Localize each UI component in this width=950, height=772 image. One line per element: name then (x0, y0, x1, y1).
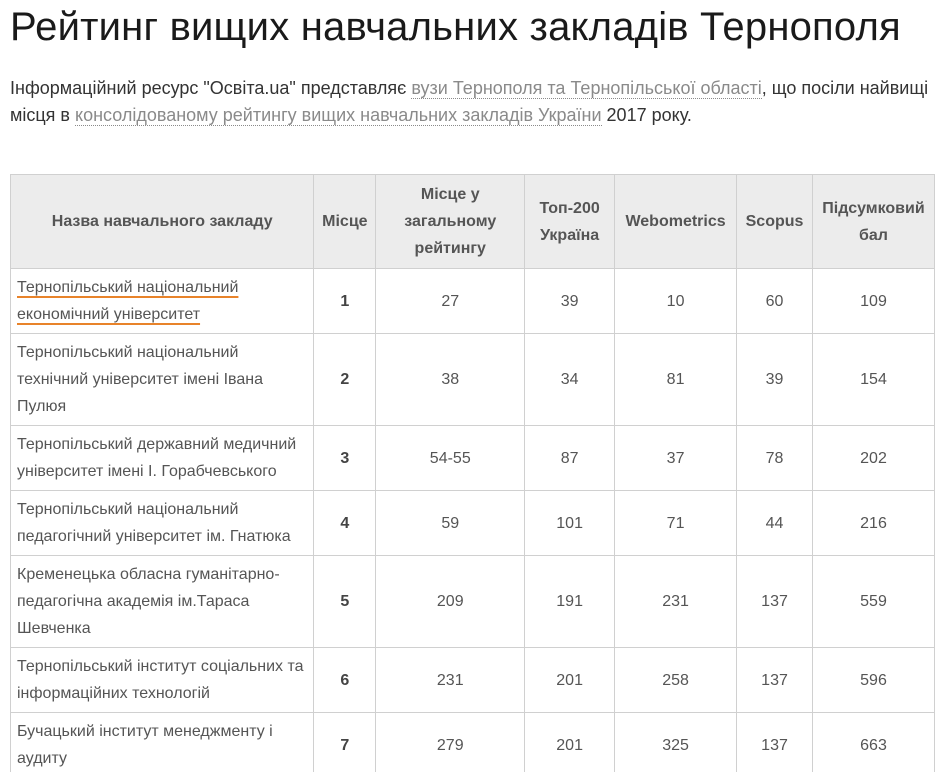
top200-cell: 34 (525, 334, 615, 426)
table-row (11, 648, 935, 713)
scopus-cell: 60 (737, 269, 813, 334)
place-cell: 6 (314, 648, 376, 713)
total-score-cell: 559 (813, 556, 935, 648)
table-row (11, 556, 935, 648)
overall-rank-cell: 279 (376, 713, 525, 772)
overall-rank-cell: 54-55 (376, 426, 525, 491)
total-score-cell: 216 (813, 491, 935, 556)
top200-cell: 201 (525, 713, 615, 772)
header-top200: Топ-200 Україна (525, 175, 615, 269)
webometrics-cell: 71 (615, 491, 737, 556)
university-name: Тернопільський інститут соціальних та інформаційних технологій (11, 648, 314, 713)
overall-rank-cell: 209 (376, 556, 525, 648)
university-name: Тернопільський національний педагогічний університет ім. Гнатюка (11, 491, 314, 556)
top200-cell: 87 (525, 426, 615, 491)
header-scopus: Scopus (737, 175, 813, 269)
scopus-cell: 137 (737, 713, 813, 772)
place-cell: 3 (314, 426, 376, 491)
overall-rank-cell: 27 (376, 269, 525, 334)
university-name: Бучацький інститут менеджменту і аудиту (11, 713, 314, 772)
total-score-cell: 154 (813, 334, 935, 426)
header-name: Назва навчального закладу (11, 175, 314, 269)
table-row (11, 334, 935, 426)
overall-rank-cell: 38 (376, 334, 525, 426)
webometrics-cell: 10 (615, 269, 737, 334)
top200-cell: 101 (525, 491, 615, 556)
scopus-cell: 39 (737, 334, 813, 426)
webometrics-cell: 325 (615, 713, 737, 772)
table-body (11, 269, 935, 772)
table-row (11, 713, 935, 772)
page-title: Рейтинг вищих навчальних закладів Тернополя (10, 5, 901, 49)
regional-universities-link[interactable]: вузи Тернополя та Тернопільської області (411, 78, 762, 98)
overall-rank-cell: 231 (376, 648, 525, 713)
intro-text-3: 2017 року. (601, 105, 692, 125)
scopus-cell: 44 (737, 491, 813, 556)
place-cell: 4 (314, 491, 376, 556)
overall-rank-cell: 59 (376, 491, 525, 556)
webometrics-cell: 37 (615, 426, 737, 491)
header-place: Місце (314, 175, 376, 269)
header-overall-rank: Місце у загальному рейтингу (376, 175, 525, 269)
top200-cell: 201 (525, 648, 615, 713)
top200-cell: 191 (525, 556, 615, 648)
place-cell: 2 (314, 334, 376, 426)
university-name: Тернопільський державний медичний університет імені І. Горабчевського (11, 426, 314, 491)
header-total-score: Підсумковий бал (813, 175, 935, 269)
webometrics-cell: 231 (615, 556, 737, 648)
university-name: Кременецька обласна гуманітарно-педагогічна академія ім.Тараса Шевченка (11, 556, 314, 648)
university-name[interactable] (11, 269, 314, 334)
consolidated-rating-link[interactable]: консолідованому рейтингу вищих навчальних закладів України (75, 105, 602, 125)
table-header (11, 175, 935, 269)
total-score-cell: 109 (813, 269, 935, 334)
scopus-cell: 137 (737, 648, 813, 713)
scopus-cell: 78 (737, 426, 813, 491)
scopus-cell: 137 (737, 556, 813, 648)
university-name: Тернопільський національний технічний університет імені Івана Пулюя (11, 334, 314, 426)
table-row (11, 269, 935, 334)
place-cell: 5 (314, 556, 376, 648)
webometrics-cell: 258 (615, 648, 737, 713)
intro-text-2: , що посіли найвищі місця в (10, 78, 929, 125)
total-score-cell: 596 (813, 648, 935, 713)
place-cell: 1 (314, 269, 376, 334)
place-cell: 7 (314, 713, 376, 772)
total-score-cell: 202 (813, 426, 935, 491)
webometrics-cell: 81 (615, 334, 737, 426)
top200-cell: 39 (525, 269, 615, 334)
intro-text-1: Інформаційний ресурс "Освіта.ua" представляє (10, 78, 412, 98)
intro-paragraph (10, 75, 930, 129)
header-webometrics: Webometrics (615, 175, 737, 269)
table-row (11, 426, 935, 491)
table-row (11, 491, 935, 556)
total-score-cell: 663 (813, 713, 935, 772)
rating-table (10, 174, 935, 772)
university-name-highlighted[interactable]: Тернопільський національний економічний університет (17, 279, 239, 323)
